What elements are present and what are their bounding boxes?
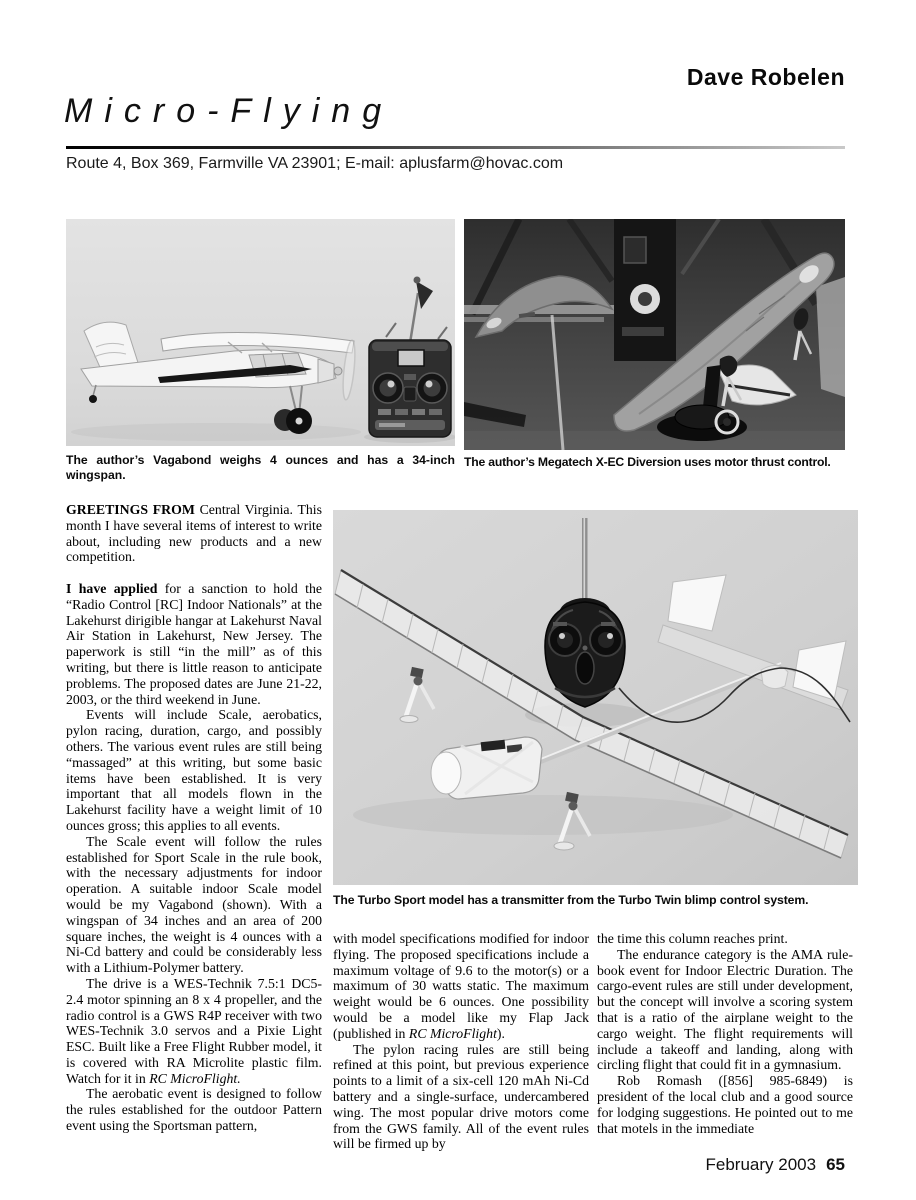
text-segment: for a sanction to hold the “Radio Control [RC] Indoor Nationals” at the Lakehurst dirigible hangar at Lakehurst Naval Air Station in Lakehurst, New Jersey. The paperwork is still “in the mill” as of this writing, but there is little reason to anticipate problems. The proposed dates are June 21-22, 2003, or the third weekend in June. xyxy=(66,580,322,707)
text-segment: The endurance category is the AMA rule-book event for Indoor Electric Duration. The cargo-event rules are still under development, but the concept will involve a scoring system that is a ratio of the airplane weight to the cargo weight. The flight requirements will include a takeoff and landing, along with circling flight that could fit in a gymnasium. xyxy=(597,946,853,1073)
header-divider xyxy=(66,146,845,149)
photo-turbo-sport-model xyxy=(333,510,858,885)
article-column-2 xyxy=(333,931,589,1152)
paragraph xyxy=(333,1042,589,1153)
column-title: Micro-Flying xyxy=(64,92,394,130)
page-footer xyxy=(706,1155,846,1175)
text-segment: Central Virginia. This month I have several items of interest to write about, including new products and a new competition. xyxy=(66,502,322,565)
caption-turbo: The Turbo Sport model has a transmitter from the Turbo Twin blimp control system. xyxy=(333,893,809,907)
text-segment: The aerobatic event is designed to follow the rules established for the outdoor Pattern event using the Sportsman pattern, xyxy=(66,1086,322,1134)
turbo-sport-illustration xyxy=(333,510,858,885)
text-segment: The pylon racing rules are still being refined at this point, but previous experience points to a limit of a six-cell 120 mAh Ni-Cd battery and a single-surface, undercambered wing. The most popular drive motors come from the GWS family. All of the event rules will be firmed up by xyxy=(333,1041,589,1152)
paragraph xyxy=(597,1073,853,1136)
text-segment: with model specifications modified for indoor flying. The proposed specifications include a maximum voltage of 9.6 to the motor(s) or a maximum of 30 watts static. The maximum weight would be 6 ounces. One possibility would be a model like my Flap Jack (published in xyxy=(333,931,589,1041)
page-number: 65 xyxy=(826,1155,845,1174)
paragraph xyxy=(597,947,853,1073)
product-box xyxy=(614,219,676,361)
text-segment: The Scale event will follow the rules established for Sport Scale in the rule book, with the necessary adjustments for indoor operation. A suitable indoor Scale model would be my Vagabond (shown). With a wingspan of 34 inches and an area of 200 square inches, the weight is 4 ounces with a Ni-Cd battery and could be considerably less with a Lithium-Polymer battery. xyxy=(66,833,322,976)
paragraph xyxy=(66,502,322,565)
contact-line: Route 4, Box 369, Farmville VA 23901; E-mail: aplusfarm@hovac.com xyxy=(66,155,564,172)
article-column-1 xyxy=(66,502,322,1134)
text-segment: the time this column reaches print. xyxy=(597,931,788,946)
text-segment: Events will include Scale, aerobatics, pylon racing, duration, cargo, and possibly others. The various event rules are still being “massaged” at this writing, but some basic items have been established. It is very important that all models flown in the Lakehurst facility have a weight limit of 10 ounces gross; this applies to all events. xyxy=(66,707,322,833)
paragraph xyxy=(66,1086,322,1133)
photo-vagabond-model xyxy=(66,219,455,446)
text-segment: GREETINGS FROM xyxy=(66,502,200,517)
text-segment: RC MicroFlight xyxy=(408,1025,497,1041)
text-segment: The drive is a WES-Technik 7.5:1 DC5-2.4 motor spinning an 8 x 4 propeller, and the radio control is a GWS R4P receiver with two WES-Technik 3.0 servos and a Pixie Light ESC. Built like a Free Flight Rubber model, it is covered with RA Microlite plastic film. Watch for it in xyxy=(66,975,322,1086)
paragraph xyxy=(66,834,322,976)
paragraph xyxy=(66,707,322,833)
paragraph xyxy=(333,931,589,1042)
caption-diversion: The author’s Megatech X-EC Diversion uses motor thrust control. xyxy=(464,455,831,469)
author-byline: Dave Robelen xyxy=(686,64,845,90)
caption-vagabond: The author’s Vagabond weighs 4 ounces and has a 34-inch wingspan. xyxy=(66,453,455,482)
issue-date: February 2003 xyxy=(705,1155,817,1174)
paragraph xyxy=(66,581,322,707)
text-segment: ). xyxy=(496,1025,505,1041)
vagabond-illustration xyxy=(66,219,455,446)
photo-diversion-model xyxy=(464,219,845,450)
text-segment: Rob Romash ([856] 985-6849) is president of the local club and a good source for lodging suggestions. He pointed out to me that motels in the immediate xyxy=(597,1073,853,1136)
paragraph xyxy=(597,931,853,947)
text-segment: RC MicroFlight. xyxy=(149,1070,241,1086)
paragraph xyxy=(66,976,322,1087)
diversion-illustration xyxy=(464,219,845,450)
text-segment: I have applied xyxy=(66,580,165,596)
article-column-3 xyxy=(597,931,853,1136)
